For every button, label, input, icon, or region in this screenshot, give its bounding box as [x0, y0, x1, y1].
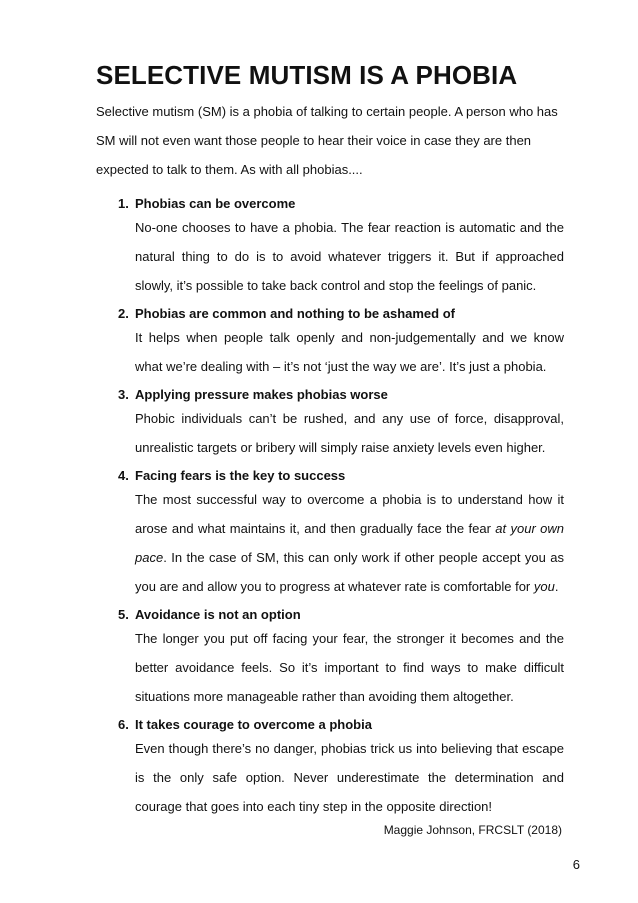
- item-heading: Phobias are common and nothing to be ashamed of: [135, 306, 455, 321]
- list-item: [96, 386, 564, 462]
- item-number: 4.: [118, 468, 129, 483]
- item-number: 3.: [118, 387, 129, 402]
- list-item: [96, 716, 564, 821]
- item-text: Phobic individuals can’t be rushed, and any use of force, disapproval, unrealistic targets or bribery will simply raise anxiety levels even higher.: [135, 411, 564, 455]
- item-text: No-one chooses to have a phobia. The fear reaction is automatic and the natural thing to do is to avoid whatever triggers it. But if approached slowly, it’s possible to take back control and stop the feelings of panic.: [135, 220, 564, 293]
- page-title: SELECTIVE MUTISM IS A PHOBIA: [96, 60, 518, 90]
- item-text: [135, 485, 564, 601]
- item-text-part: . In the case of SM, this can only work if other people accept you as you are and allow you to progress at whatever rate is comfortable for: [135, 550, 564, 594]
- item-text: The longer you put off facing your fear, the stronger it becomes and the better avoidance feels. So it’s important to find ways to make difficult situations more manageable rather than avoiding them altogether.: [135, 631, 564, 704]
- item-heading: Applying pressure makes phobias worse: [135, 387, 388, 402]
- document-page: [96, 58, 564, 826]
- item-number: 6.: [118, 717, 129, 732]
- item-heading: Facing fears is the key to success: [135, 468, 346, 483]
- item-heading: It takes courage to overcome a phobia: [135, 717, 372, 732]
- item-heading: Avoidance is not an option: [135, 607, 301, 622]
- item-text-emphasis: you: [533, 579, 555, 594]
- item-number: 2.: [118, 306, 129, 321]
- item-text: Even though there’s no danger, phobias trick us into believing that escape is the only safe option. Never underestimate the determination and courage that goes into each tiny step in the opposite direction!: [135, 741, 564, 814]
- phobia-points-list: [96, 195, 564, 821]
- item-text-part: .: [554, 579, 559, 594]
- item-heading: Phobias can be overcome: [135, 196, 296, 211]
- list-item: [96, 305, 564, 381]
- page-number: 6: [572, 857, 580, 872]
- item-text: It helps when people talk openly and non-judgementally and we know what we’re dealing with – it’s not ‘just the way we are’. It’s just a phobia.: [135, 330, 564, 374]
- item-text-emphasis: at your own pace: [135, 521, 564, 565]
- list-item: [96, 606, 564, 711]
- list-item: [96, 195, 564, 300]
- item-text-part: The most successful way to overcome a phobia is to understand how it arose and what maintains it, and then gradually face the fear: [135, 492, 564, 536]
- item-number: 5.: [118, 607, 129, 622]
- intro-paragraph: Selective mutism (SM) is a phobia of talking to certain people. A person who has SM will not even want those people to hear their voice in case they are then expected to talk to them. As with all phobias....: [96, 104, 558, 177]
- list-item: [96, 467, 564, 601]
- item-number: 1.: [118, 196, 129, 211]
- author-credit: Maggie Johnson, FRCSLT (2018): [383, 823, 562, 837]
